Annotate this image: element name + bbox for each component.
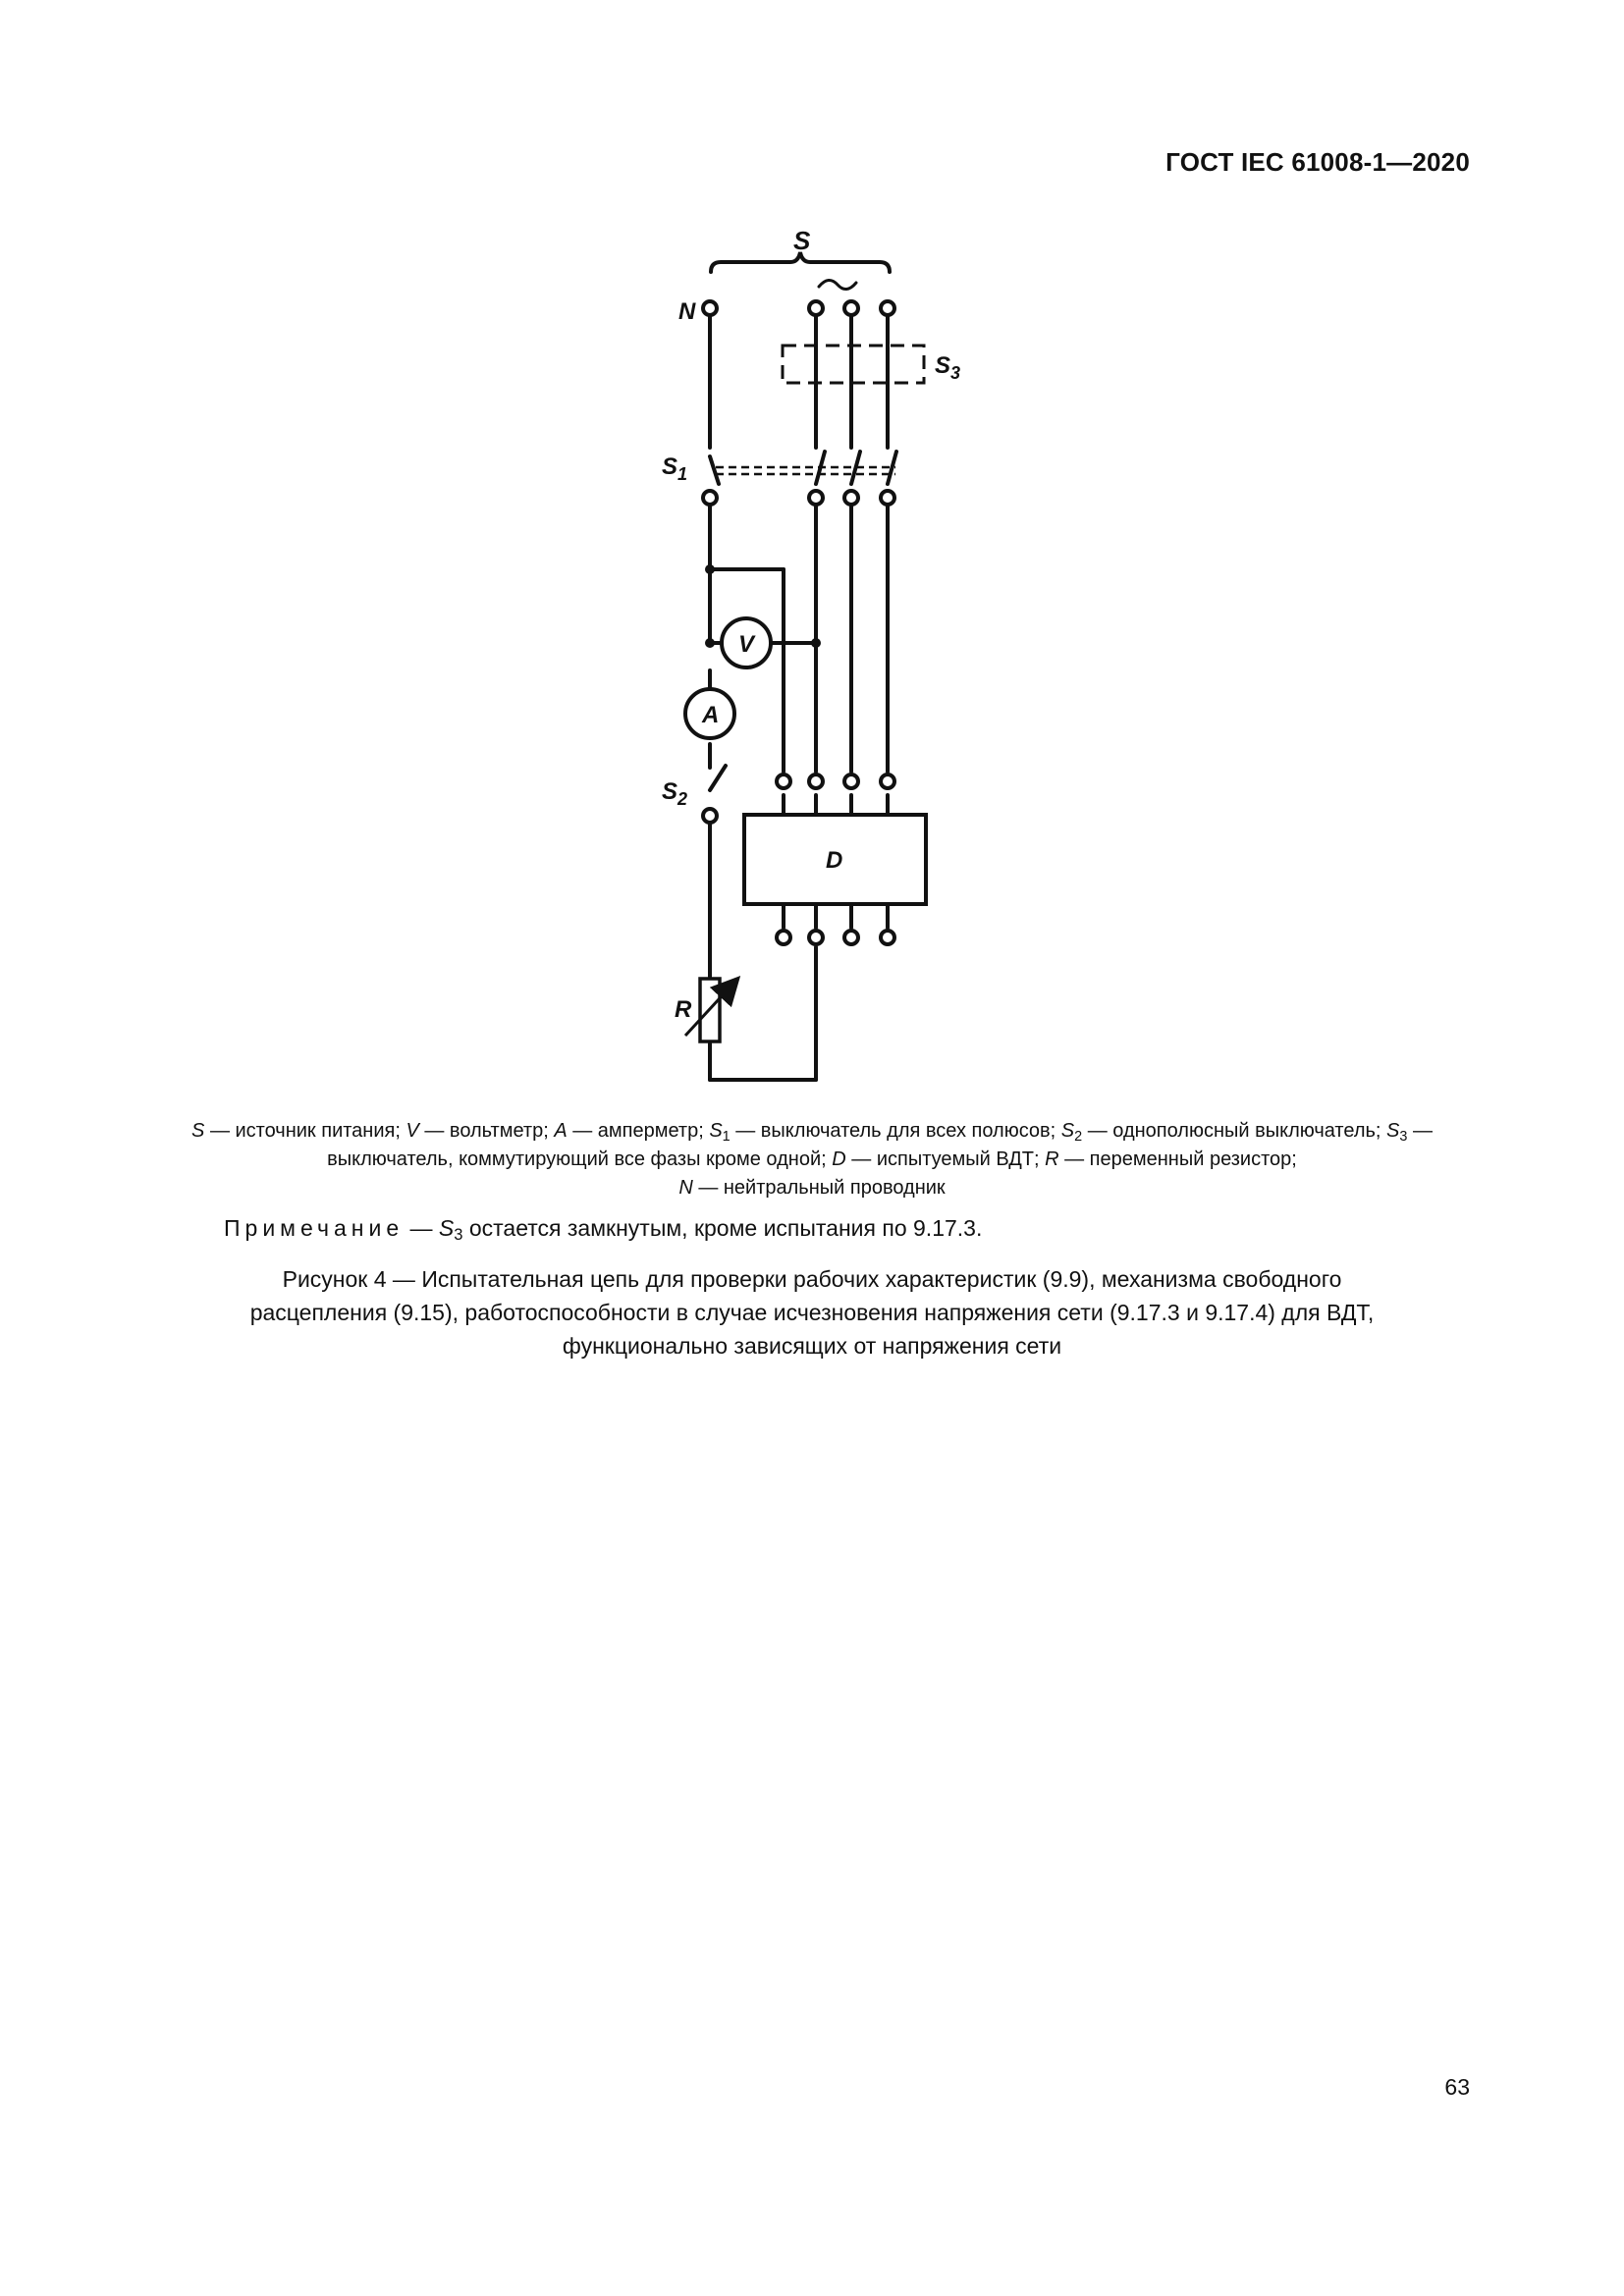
device-input-terminal <box>844 774 858 788</box>
caption-line: функционально зависящих от напряжения сети <box>562 1333 1062 1359</box>
note-symbol: S <box>438 1215 455 1241</box>
source-label: S <box>793 226 811 255</box>
figure-caption <box>167 1262 1457 1362</box>
legend-text: — однополюсный выключатель; <box>1082 1120 1387 1142</box>
legend-symbol: D <box>832 1148 846 1170</box>
s1-switch-blade-n <box>710 456 719 484</box>
ammeter-label: A <box>702 702 720 728</box>
device-output-terminal <box>881 931 894 944</box>
device-input-terminal <box>881 774 894 788</box>
legend-symbol: S <box>191 1120 205 1142</box>
device-output-terminal <box>844 931 858 944</box>
legend-symbol: N <box>678 1177 693 1199</box>
test-circuit-diagram <box>0 0 1624 1099</box>
figure-note <box>224 1215 982 1242</box>
figure-legend <box>167 1117 1457 1202</box>
legend-text: — нейтральный проводник <box>692 1177 946 1199</box>
terminal-n <box>703 301 717 315</box>
device-output-terminal <box>777 931 790 944</box>
caption-line: Рисунок 4 — Испытательная цепь для проверки рабочих характеристик (9.9), механизма свободного <box>282 1266 1342 1292</box>
document-header: ГОСТ IEC 61008-1—2020 <box>1165 147 1470 177</box>
legend-text: — амперметр; <box>567 1120 710 1142</box>
neutral-label: N <box>678 298 696 325</box>
device-input-terminal <box>809 774 823 788</box>
s1-terminal-l2 <box>844 491 858 505</box>
junction-dot <box>811 638 821 648</box>
device-input-terminal <box>777 774 790 788</box>
terminal-l3 <box>881 301 894 315</box>
legend-symbol: V <box>406 1120 419 1142</box>
junction-dot <box>705 564 715 574</box>
device-output-terminal <box>809 931 823 944</box>
note-dash: — <box>404 1215 439 1241</box>
resistor-label: R <box>675 996 692 1023</box>
legend-text: — переменный резистор; <box>1058 1148 1297 1170</box>
legend-symbol: S <box>1386 1120 1400 1142</box>
s2-switch-blade <box>710 766 726 790</box>
s1-terminal-l3 <box>881 491 894 505</box>
legend-text: — испытуемый ВДТ; <box>845 1148 1046 1170</box>
source-brace <box>711 252 890 272</box>
note-label: Примечание <box>224 1215 405 1241</box>
note-text: остается замкнутым, кроме испытания по 9.17.3. <box>462 1215 983 1241</box>
s2-terminal <box>703 809 717 823</box>
ac-symbol <box>819 280 856 289</box>
terminal-l1 <box>809 301 823 315</box>
s1-terminal-n <box>703 491 717 505</box>
legend-symbol: R <box>1045 1148 1059 1170</box>
legend-subscript: 2 <box>1074 1129 1083 1145</box>
voltmeter-label: V <box>738 631 755 658</box>
page-number: 63 <box>1444 2074 1470 2100</box>
legend-text: — вольтметр; <box>418 1120 555 1142</box>
s3-label: $S_3$ <box>935 352 961 383</box>
s1-terminal-l1 <box>809 491 823 505</box>
s1-mechanical-link <box>716 467 895 474</box>
legend-text: — источник питания; <box>204 1120 406 1142</box>
terminal-l2 <box>844 301 858 315</box>
legend-subscript: 1 <box>722 1129 731 1145</box>
legend-text: — выключатель для всех полюсов; <box>730 1120 1061 1142</box>
note-subscript: 3 <box>454 1225 463 1244</box>
device-label: D <box>826 847 843 874</box>
legend-symbol: A <box>554 1120 568 1142</box>
caption-line: расцепления (9.15), работоспособности в случае исчезновения напряжения сети (9.17.3 и 9.17.4) для ВДТ, <box>249 1300 1375 1325</box>
s2-label: $S_2$ <box>662 778 688 809</box>
legend-symbol: S <box>709 1120 723 1142</box>
s1-label: $S_1$ <box>662 454 688 484</box>
legend-text: — выключатель, коммутирующий все фазы кроме одной; <box>327 1120 1433 1170</box>
legend-subscript: 3 <box>1399 1129 1408 1145</box>
legend-symbol: S <box>1060 1120 1075 1142</box>
